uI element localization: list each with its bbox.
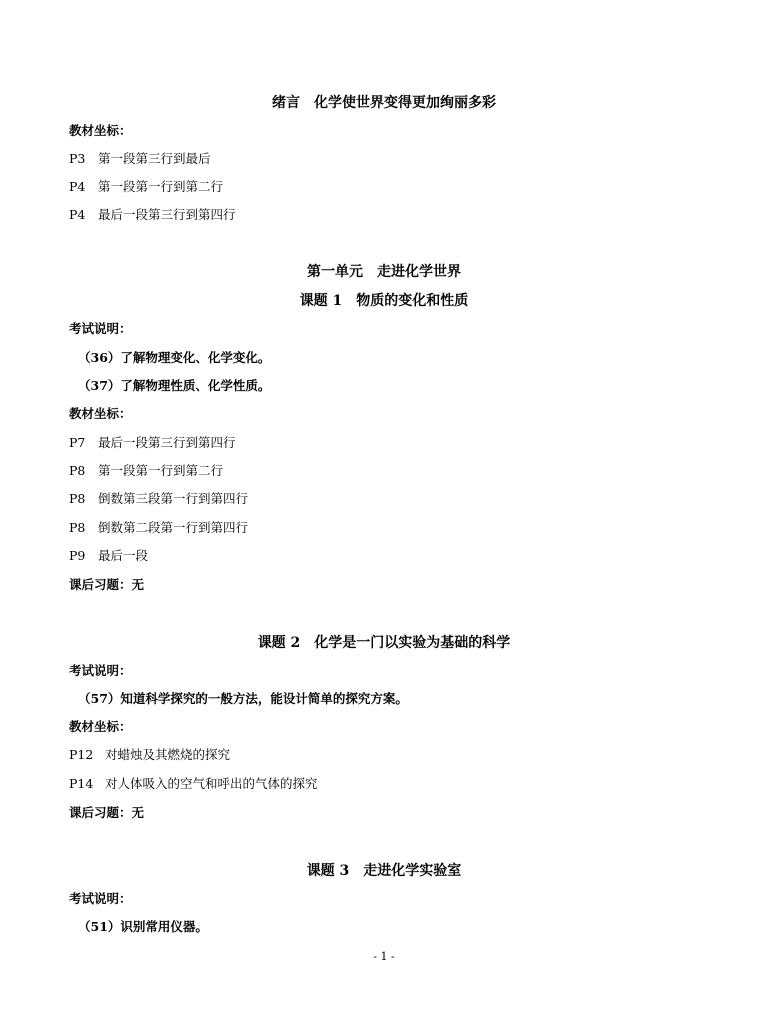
ref-text: 第一段第一行到第二行 <box>98 179 224 194</box>
intro-title: 绪言 化学使世界变得更加绚丽多彩 <box>272 95 496 111</box>
topic1-coord-label: 教材坐标： <box>69 406 132 421</box>
topic2-title: 课题 2 化学是一门以实验为基础的科学 <box>257 635 511 651</box>
ref-text: 对蜡烛及其燃烧的探究 <box>105 747 231 762</box>
page-number: - 1 - <box>373 950 395 963</box>
topic2-coord-label: 教材坐标： <box>69 719 132 734</box>
ref-text: 最后一段第三行到第四行 <box>98 207 236 222</box>
unit-title: 第一单元 走进化学世界 <box>307 264 461 280</box>
ref-text: 第一段第三行到最后 <box>98 151 211 166</box>
ref-text: 最后一段第三行到第四行 <box>98 435 236 450</box>
ref-text: 倒数第二段第一行到第四行 <box>98 520 249 535</box>
intro-ref <box>69 151 211 167</box>
topic2-exam-label: 考试说明： <box>69 663 132 678</box>
topic1-exam-label: 考试说明： <box>69 321 132 336</box>
topic2-requirement: （57）知道科学探究的一般方法，能设计简单的探究方案。 <box>78 691 408 706</box>
ref-page: P14 <box>69 776 94 791</box>
topic1-title: 课题 1 物质的变化和性质 <box>299 293 469 309</box>
topic3-exam-label: 考试说明： <box>69 891 132 906</box>
topic3-title: 课题 3 走进化学实验室 <box>306 863 462 879</box>
ref-page: P3 <box>69 151 86 166</box>
intro-ref <box>69 179 223 195</box>
ref-text: 倒数第三段第一行到第四行 <box>98 491 249 506</box>
ref-page: P4 <box>69 207 86 222</box>
ref-text: 最后一段 <box>98 548 149 563</box>
ref-page: P8 <box>69 491 86 506</box>
topic2-ref <box>69 776 318 792</box>
ref-page: P8 <box>69 520 86 535</box>
topic2-homework: 课后习题：无 <box>69 805 145 820</box>
topic1-requirement: （37）了解物理性质、化学性质。 <box>78 378 271 393</box>
ref-page: P7 <box>69 435 86 450</box>
topic1-ref <box>69 491 248 507</box>
intro-ref <box>69 207 236 223</box>
topic1-ref <box>69 463 223 479</box>
intro-coord-label: 教材坐标： <box>69 123 132 138</box>
ref-page: P9 <box>69 548 86 563</box>
ref-page: P4 <box>69 179 86 194</box>
topic3-requirement: （51）识别常用仪器。 <box>78 919 208 934</box>
ref-page: P8 <box>69 463 86 478</box>
ref-page: P12 <box>69 747 94 762</box>
ref-text: 对人体吸入的空气和呼出的气体的探究 <box>105 776 318 791</box>
topic1-ref <box>69 435 236 451</box>
topic1-requirement: （36）了解物理变化、化学变化。 <box>78 350 271 365</box>
topic1-ref <box>69 548 148 564</box>
topic2-ref <box>69 747 230 763</box>
ref-text: 第一段第一行到第二行 <box>98 463 224 478</box>
topic1-ref <box>69 520 248 536</box>
topic1-homework: 课后习题：无 <box>69 577 145 592</box>
